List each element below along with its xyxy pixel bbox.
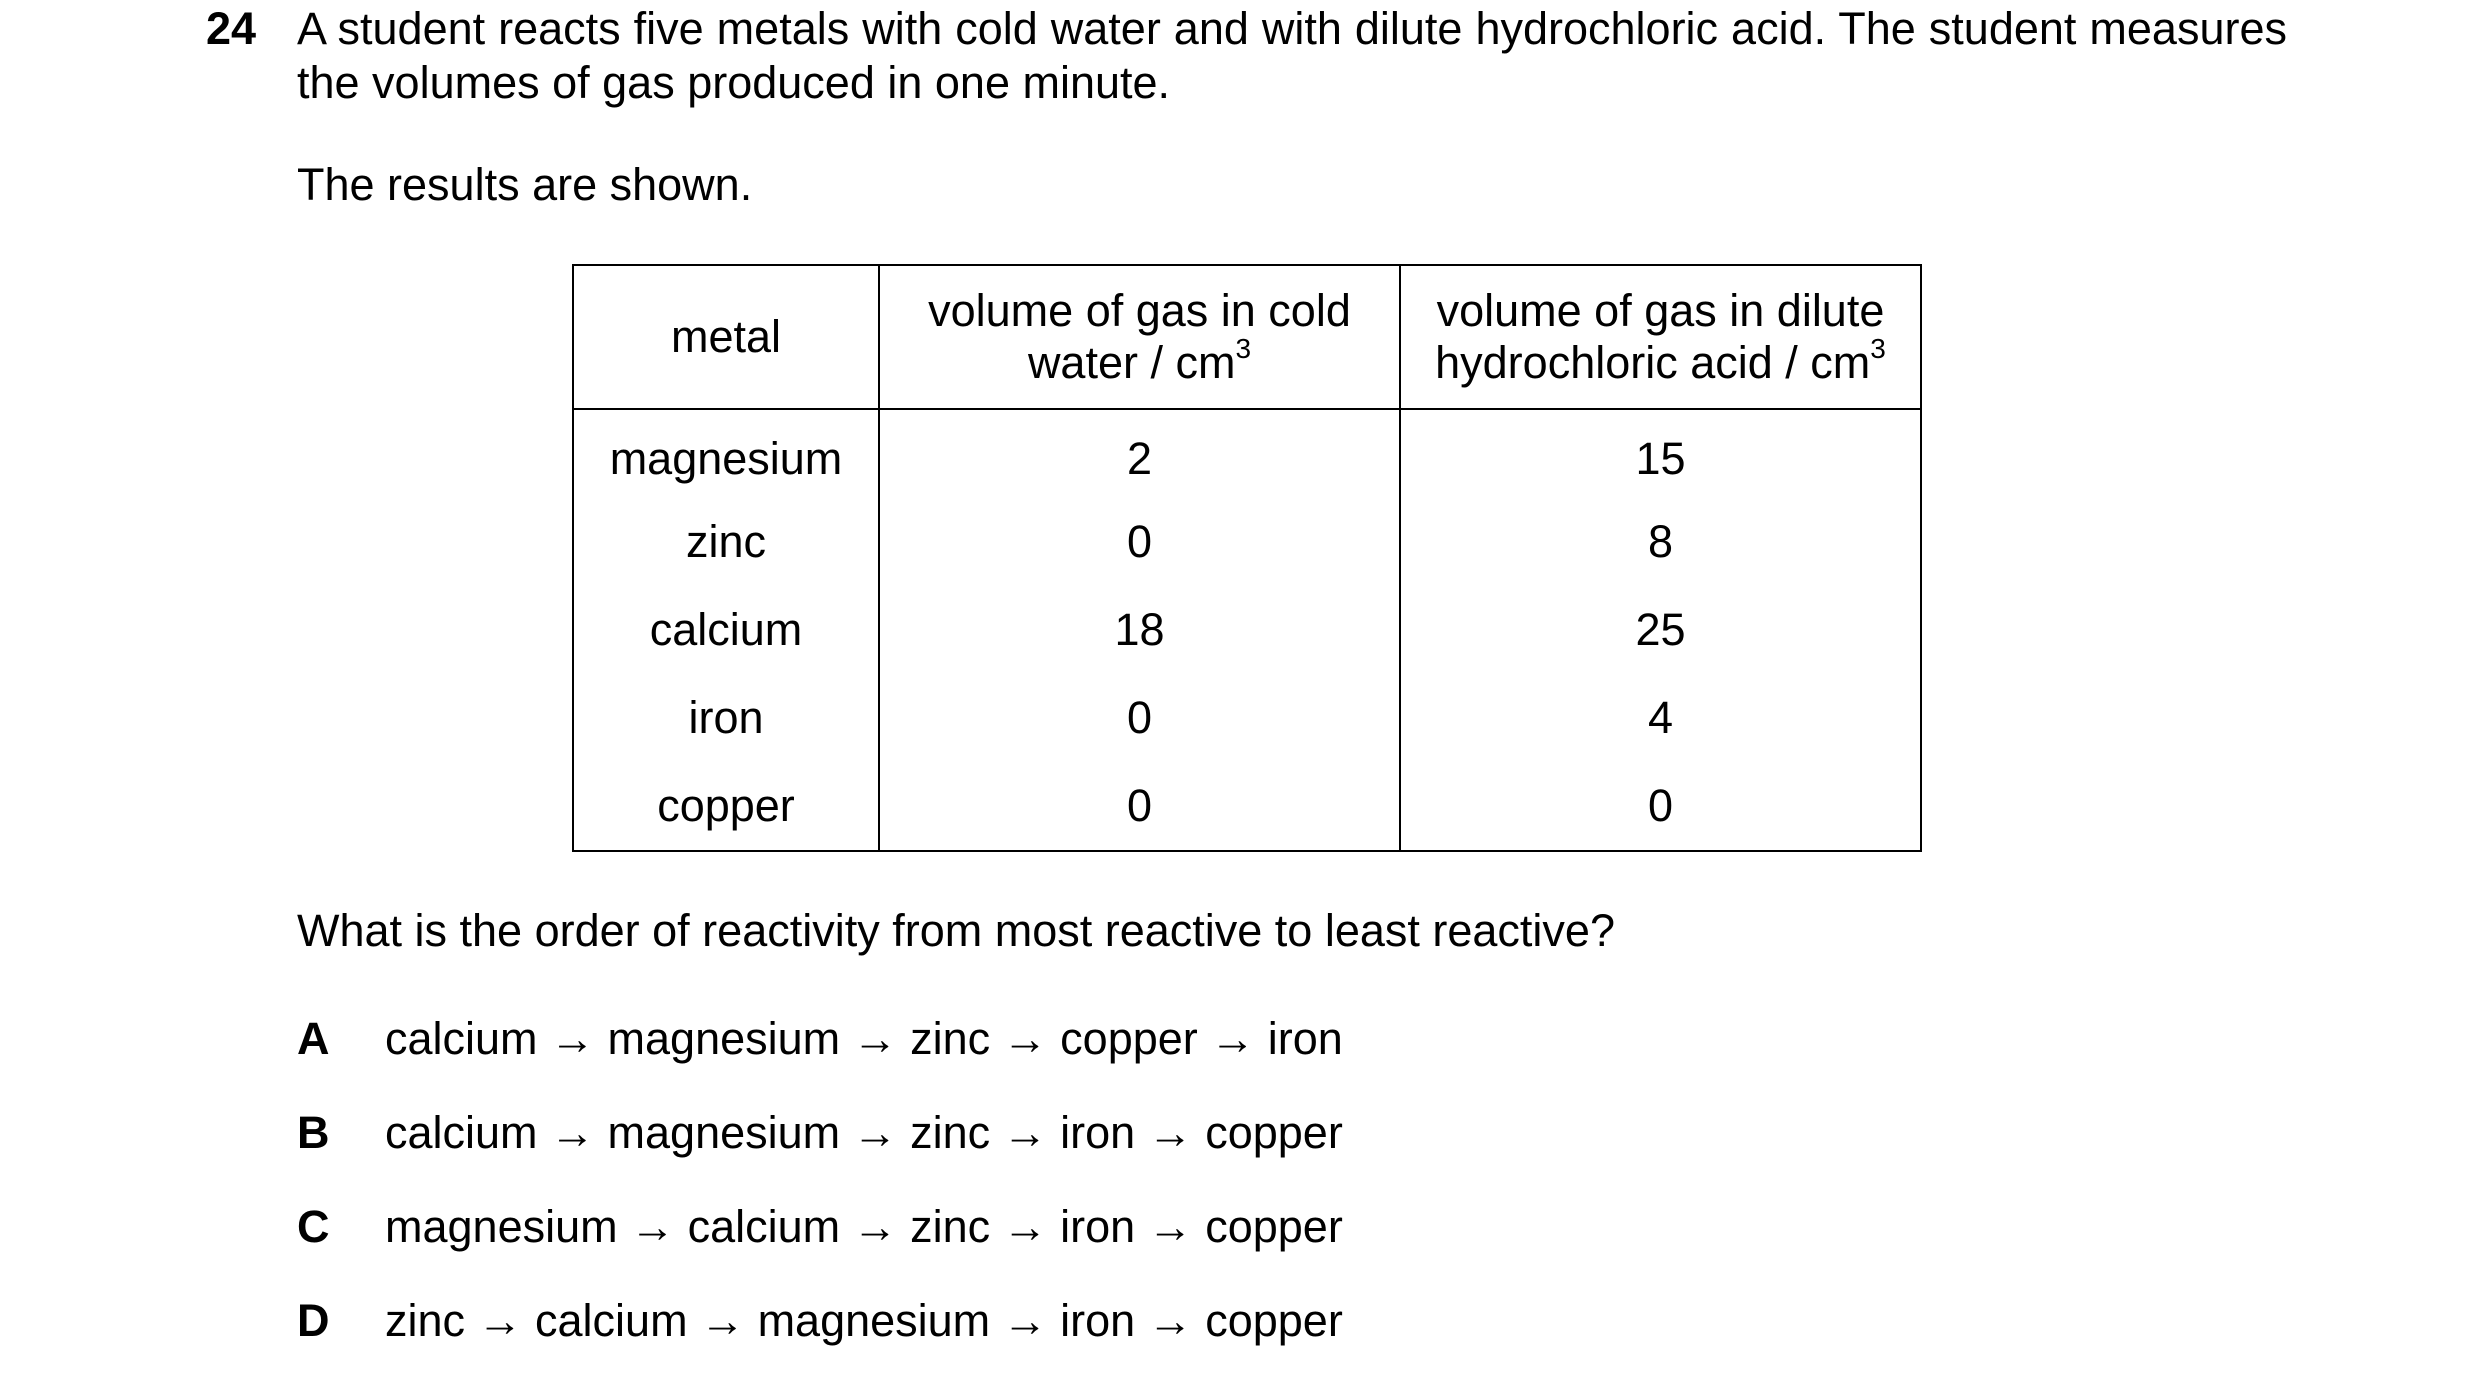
header-metal: metal (573, 265, 879, 409)
option-text: magnesium → calcium → zinc → iron → copper (385, 1201, 1343, 1252)
option-text: zinc → calcium → magnesium → iron → copper (385, 1295, 1343, 1346)
option-letter: D (297, 1295, 330, 1346)
cell-water: 0 (879, 674, 1400, 762)
cell-acid: 4 (1400, 674, 1921, 762)
option-letter: A (297, 1013, 330, 1064)
cell-water: 0 (879, 498, 1400, 586)
header-cold-water (879, 265, 1400, 409)
option-d[interactable] (297, 1294, 1343, 1348)
option-text: calcium → magnesium → zinc → iron → copper (385, 1107, 1343, 1158)
option-letter: B (297, 1107, 330, 1158)
cell-acid: 25 (1400, 586, 1921, 674)
question-number: 24 (206, 3, 257, 54)
header-dilute-acid (1400, 265, 1921, 409)
table-header-row (573, 265, 1921, 409)
question-intro: A student reacts five metals with cold water and with dilute hydrochloric acid. The student measures the volumes of gas produced in one minute. (297, 3, 2287, 108)
cell-water: 18 (879, 586, 1400, 674)
table-row (573, 498, 1921, 586)
table-row (573, 586, 1921, 674)
table-row (573, 409, 1921, 498)
option-text: calcium → magnesium → zinc → copper → iron (385, 1013, 1343, 1064)
option-a[interactable] (297, 1012, 1343, 1066)
header-dilute-acid-unit-power: 3 (1870, 333, 1886, 364)
cell-metal: copper (573, 762, 879, 851)
option-b[interactable] (297, 1106, 1343, 1160)
results-statement: The results are shown. (297, 159, 753, 210)
cell-acid: 0 (1400, 762, 1921, 851)
question-prompt: What is the order of reactivity from most reactive to least reactive? (297, 905, 1615, 956)
cell-acid: 8 (1400, 498, 1921, 586)
header-cold-water-label: volume of gas in cold water / cm (928, 285, 1351, 388)
results-table (572, 264, 1922, 852)
cell-metal: zinc (573, 498, 879, 586)
cell-metal: magnesium (573, 409, 879, 498)
table-row (573, 674, 1921, 762)
header-cold-water-unit-power: 3 (1235, 333, 1252, 364)
cell-metal: calcium (573, 586, 879, 674)
cell-acid: 15 (1400, 409, 1921, 498)
cell-water: 2 (879, 409, 1400, 498)
header-dilute-acid-label: volume of gas in dilute hydrochloric acid / cm (1435, 285, 1885, 388)
cell-metal: iron (573, 674, 879, 762)
cell-water: 0 (879, 762, 1400, 851)
table-row (573, 762, 1921, 851)
option-c[interactable] (297, 1200, 1343, 1254)
option-letter: C (297, 1201, 330, 1252)
